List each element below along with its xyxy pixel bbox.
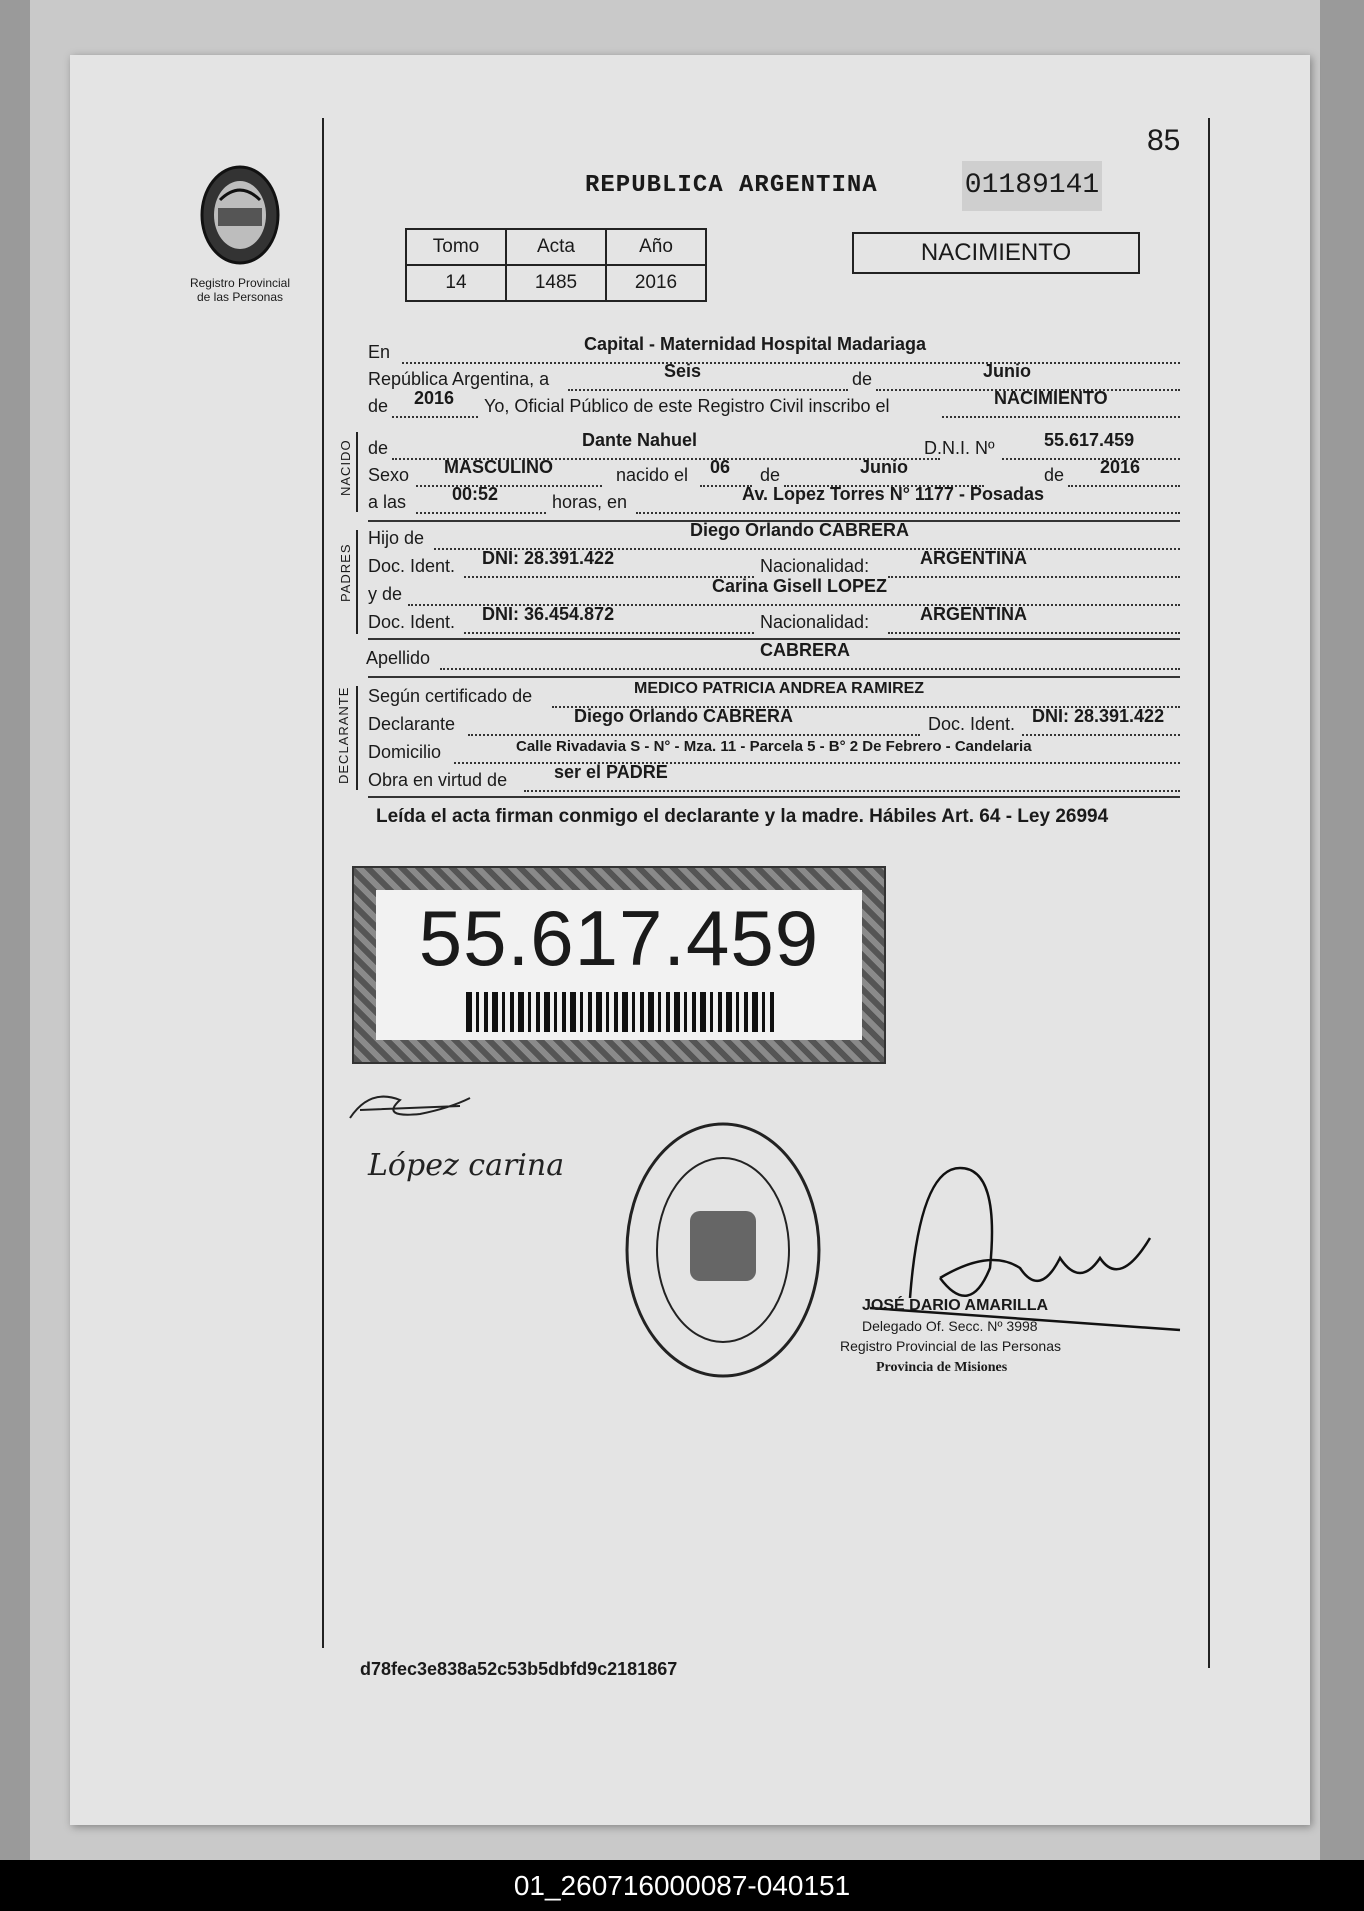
handwritten-signature-declarant (340, 1078, 480, 1138)
time-value: 00:52 (452, 484, 499, 504)
act-dots (942, 416, 1180, 418)
day-value: Seis (664, 361, 702, 381)
capacity-row (368, 762, 1180, 792)
label-hijo-de: Hijo de (368, 528, 425, 548)
label-domicilio: Domicilio (368, 742, 442, 762)
declarant-dots (468, 734, 920, 736)
document-hash: d78fec3e838a52c53b5dbfd9c2181867 (360, 1659, 678, 1679)
year-value: 2016 (414, 388, 455, 408)
dni-barcode-panel (352, 866, 886, 1064)
right-border-line (1208, 118, 1210, 1668)
act-value: NACIMIENTO (994, 388, 1108, 408)
father-doc-dots (464, 576, 754, 578)
label-nacido-el: nacido el (616, 465, 689, 485)
address-dots (636, 512, 1180, 514)
padres-bracket (356, 530, 358, 634)
label-en: En (368, 342, 391, 362)
left-border-line (322, 118, 324, 1648)
birth-month-value: Junio (860, 457, 908, 477)
label-apellido: Apellido (366, 648, 431, 668)
label-declarant-doc: Doc. Ident. (928, 714, 1016, 734)
label-de-month: de (852, 369, 873, 389)
label-segun: Según certificado de (368, 686, 533, 706)
label-de-birth-year: de (1044, 465, 1065, 485)
dni-dots (1002, 458, 1180, 460)
separator-declarante (368, 796, 1180, 798)
label-dni: D.N.I. Nº (924, 438, 995, 458)
officer-name: JOSÉ DARIO AMARILLA (862, 1297, 1049, 1314)
signing-note: Leída el acta firman conmigo el declarante y la madre. Hábiles Art. 64 - Ley 26994 (376, 806, 1109, 827)
label-mother-doc: Doc. Ident. (368, 612, 456, 632)
dni-value: 55.617.459 (1044, 430, 1135, 450)
label-a-las: a las (368, 492, 407, 512)
father-value: Diego Orlando CABRERA (690, 520, 910, 540)
name-value: Dante Nahuel (582, 430, 698, 450)
capacity-value: ser el PADRE (554, 762, 668, 782)
barcode-label (376, 890, 862, 1040)
declarante-bracket (356, 686, 358, 790)
officer-province: Provincia de Misiones (876, 1360, 1008, 1375)
day-dots (568, 389, 848, 391)
label-de-birth-month: de (760, 465, 781, 485)
handwritten-signature-mother: López carina (368, 1148, 565, 1183)
record-header-acta: Acta (506, 229, 606, 265)
mother-doc-value: DNI: 36.454.872 (482, 604, 615, 624)
label-father-nat: Nacionalidad: (760, 556, 870, 576)
time-dots (416, 512, 546, 514)
barcode-number: 55.617.459 (418, 894, 820, 982)
officer-organization: Registro Provincial de las Personas (840, 1338, 1061, 1354)
record-header-tomo: Tomo (406, 229, 506, 265)
record-tomo: 14 (406, 265, 506, 301)
father-doc-row (368, 548, 1180, 578)
birth-day-value: 06 (710, 457, 731, 477)
birth-year-dots (1068, 485, 1180, 487)
certificate-value: MEDICO PATRICIA ANDREA RAMIREZ (634, 680, 925, 697)
label-sexo: Sexo (368, 465, 410, 485)
mother-nat-value: ARGENTINA (920, 604, 1027, 624)
place-row (368, 334, 1180, 364)
time-place-row (368, 484, 1180, 514)
officer-role: Delegado Of. Secc. Nº 3998 (862, 1318, 1038, 1334)
document-title: REPUBLICA ARGENTINA (585, 172, 878, 199)
separator-apellido (368, 676, 1180, 678)
logo-caption-line-1: Registro Provincial (189, 276, 291, 290)
label-de-year: de (368, 396, 389, 416)
section-label-nacido: NACIDO (338, 439, 353, 496)
label-de-name: de (368, 438, 389, 458)
act-type-box: NACIMIENTO (852, 232, 1140, 274)
mother-nat-dots (888, 632, 1180, 634)
label-mother-nat: Nacionalidad: (760, 612, 870, 632)
address-value: Av. Lopez Torres N° 1177 - Posadas (742, 484, 1044, 504)
surname-value: CABRERA (760, 640, 850, 660)
sex-value: MASCULINO (444, 457, 553, 477)
record-table (405, 228, 707, 302)
nacido-bracket (356, 432, 358, 512)
capacity-dots (524, 790, 1180, 792)
record-header-ano: Año (606, 229, 706, 265)
logo-caption-line-2: de las Personas (196, 290, 284, 304)
mother-value: Carina Gisell LOPEZ (712, 576, 888, 596)
section-label-declarante: DECLARANTE (336, 686, 351, 784)
place-dots (402, 362, 1180, 364)
declarant-doc-value: DNI: 28.391.422 (1032, 706, 1165, 726)
serial-number: 01189141 (962, 161, 1102, 211)
label-father-doc: Doc. Ident. (368, 556, 456, 576)
declarant-doc-dots (1022, 734, 1180, 736)
scan-footer-id: 01_260716000087-040151 (0, 1860, 1364, 1911)
page-number: 85 (1147, 124, 1181, 157)
declarant-row (368, 706, 1180, 736)
record-ano: 2016 (606, 265, 706, 301)
province-coat-of-arms-logo (190, 160, 290, 270)
sex-dots (416, 485, 602, 487)
place-value: Capital - Maternidad Hospital Madariaga (584, 334, 927, 354)
father-nat-value: ARGENTINA (920, 548, 1027, 568)
year-dots (392, 416, 478, 418)
declarant-value: Diego Orlando CABRERA (574, 706, 794, 726)
label-yo: Yo, Oficial Público de este Registro Civil inscribo el (484, 396, 890, 416)
label-republica: República Argentina, a (368, 369, 550, 389)
father-doc-value: DNI: 28.391.422 (482, 548, 615, 568)
label-declarante: Declarante (368, 714, 456, 734)
month-value: Junio (983, 361, 1031, 381)
label-y-de: y de (368, 584, 403, 604)
registration-row (368, 388, 1180, 418)
mother-doc-dots (464, 632, 754, 634)
domicile-value: Calle Rivadavia S - N° - Mza. 11 - Parcela 5 - B° 2 De Febrero - Candelaria (516, 738, 1032, 755)
barcode-bars (466, 992, 776, 1032)
official-oval-stamp (618, 1115, 828, 1385)
mother-doc-row (368, 604, 1180, 634)
label-obra: Obra en virtud de (368, 770, 508, 790)
birth-year-value: 2016 (1100, 457, 1141, 477)
label-horas-en: horas, en (552, 492, 628, 512)
father-row (368, 520, 1180, 550)
surname-row (366, 640, 1180, 670)
surname-dots (440, 668, 1180, 670)
certificate-row (368, 680, 1180, 708)
section-label-padres: PADRES (338, 543, 353, 602)
record-acta: 1485 (506, 265, 606, 301)
domicile-row (368, 738, 1180, 764)
mother-row (368, 576, 1180, 606)
father-nat-dots (888, 576, 1180, 578)
